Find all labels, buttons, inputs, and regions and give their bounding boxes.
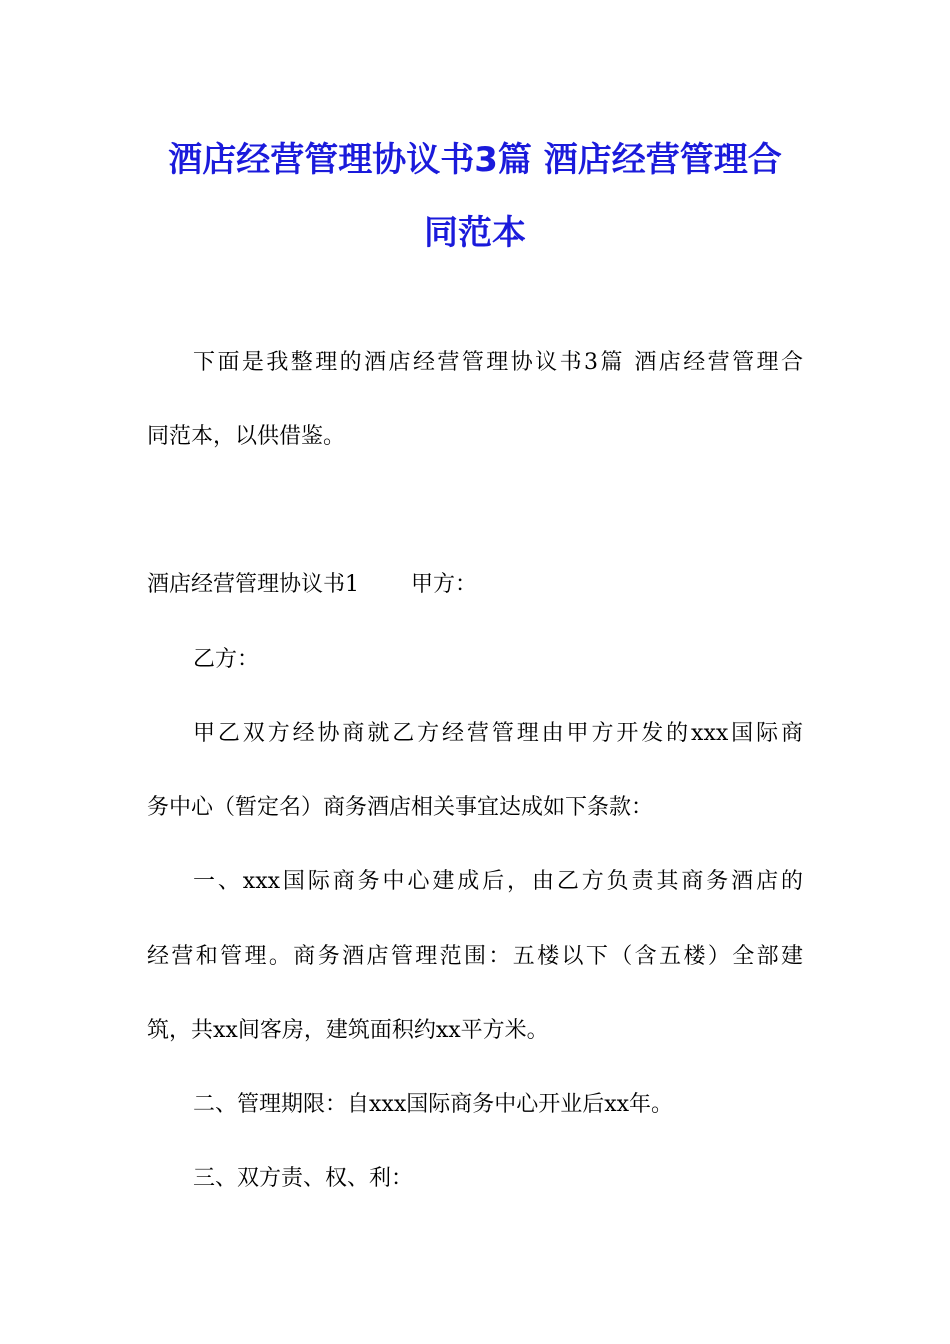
clause-2: 二、管理期限：自xxx国际商务中心开业后xx年。 [193, 1092, 674, 1117]
paragraph-1-line-2: 务中心（暂定名）商务酒店相关事宜达成如下条款： [147, 795, 654, 820]
party-b-label: 乙方： [193, 647, 260, 672]
clause-1-line-3: 筑，共xx间客房，建筑面积约xx平方米。 [147, 1018, 549, 1043]
paragraph-1-line-1: 甲乙双方经协商就乙方经营管理由甲方开发的xxx国际商 [193, 721, 803, 746]
clause-3: 三、双方责、权、利： [193, 1166, 414, 1191]
clause-1-line-1: 一、xxx国际商务中心建成后，由乙方负责其商务酒店的 [193, 869, 803, 894]
section-heading-row [147, 570, 477, 600]
intro-line-2: 同范本，以供借鉴。 [147, 424, 346, 449]
document-title-line-1: 酒店经营管理协议书3篇 酒店经营管理合 [168, 140, 782, 180]
section-heading: 酒店经营管理协议书1 [147, 572, 359, 597]
clause-1-line-2: 经营和管理。商务酒店管理范围：五楼以下（含五楼）全部建 [147, 944, 803, 969]
intro-line-1: 下面是我整理的酒店经营管理协议书3篇 酒店经营管理合 [193, 350, 803, 375]
document-title-line-2: 同范本 [424, 213, 526, 253]
party-a-label: 甲方： [411, 572, 478, 597]
